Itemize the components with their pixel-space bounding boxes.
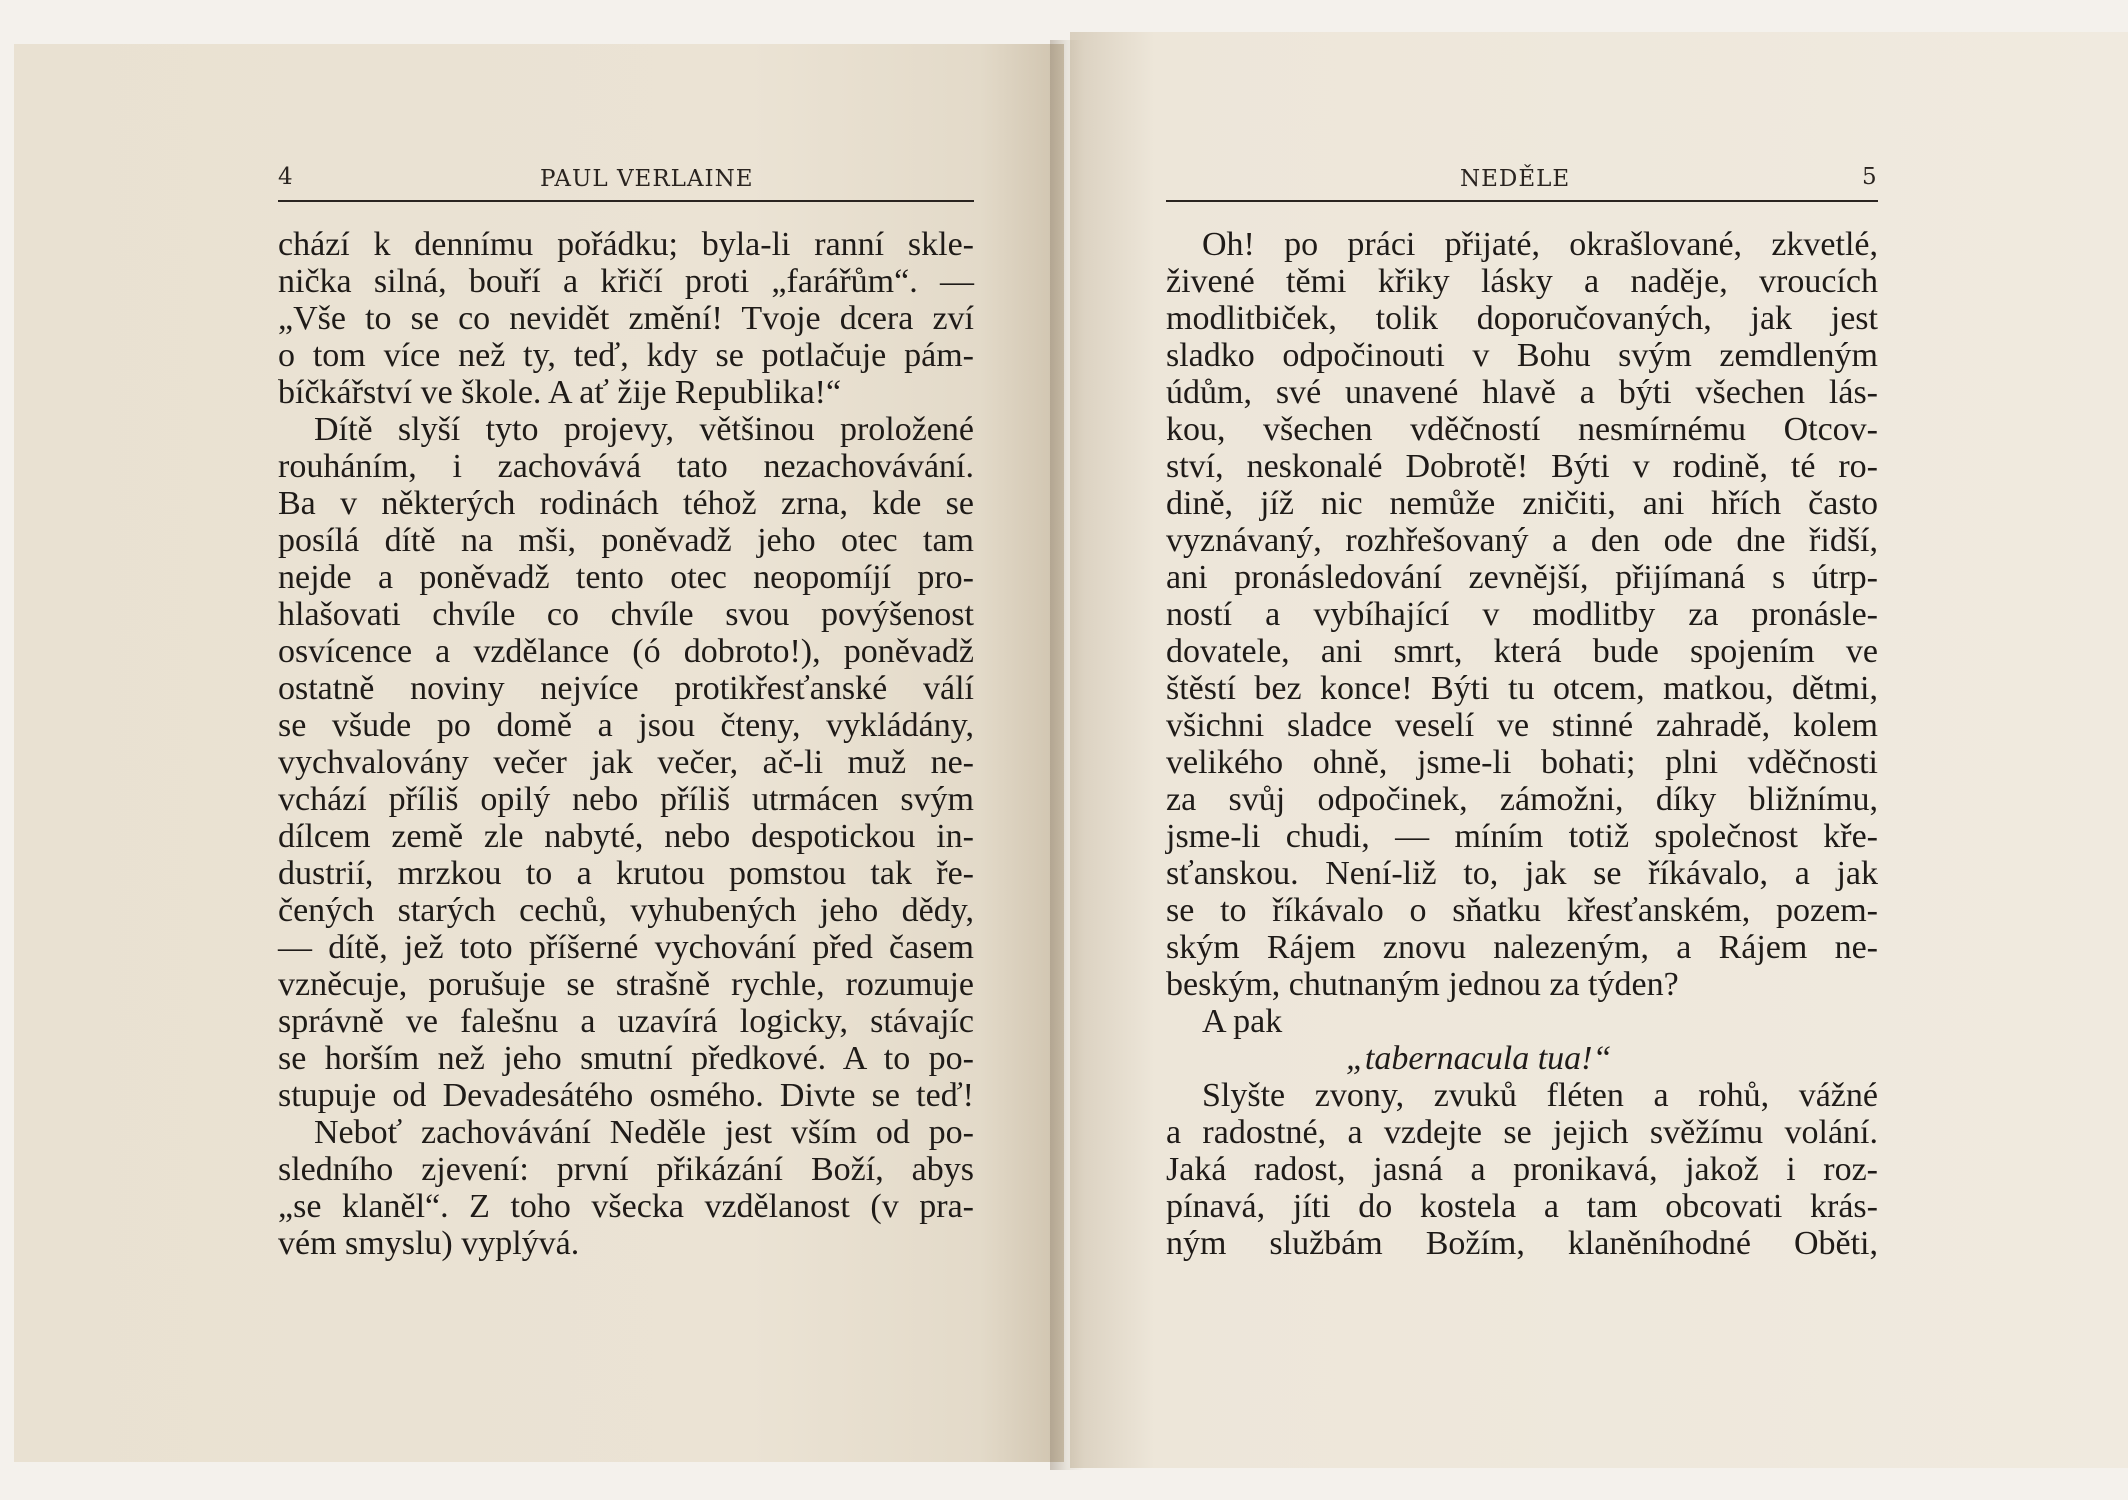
text-line: stupuje od Devadesátého osmého. Divte se teď! <box>278 1077 974 1114</box>
text-line: ství, neskonalé Dobrotě! Býti v rodině, té ro- <box>1166 448 1878 485</box>
text-line: nejde a poněvadž tento otec neopomíjí pro- <box>278 559 974 596</box>
text-line: rouháním, i zachovává tato nezachovávání. <box>278 448 974 485</box>
text-line: čených starých cechů, vyhubených jeho dědy, <box>278 892 974 929</box>
text-line: ským Rájem znovu nalezeným, a Rájem ne- <box>1166 929 1878 966</box>
text-line: chází k dennímu pořádku; byla-li ranní skle- <box>278 226 974 263</box>
text-line: hlašovati chvíle co chvíle svou povýšenost <box>278 596 974 633</box>
left-body-text <box>278 226 974 1262</box>
text-line: se horším než jeho smutní předkové. A to po- <box>278 1040 974 1077</box>
right-header-rule <box>1166 200 1878 202</box>
text-line: Ba v některých rodinách téhož zrna, kde se <box>278 485 974 522</box>
text-line: živené těmi křiky lásky a naděje, vroucích <box>1166 263 1878 300</box>
text-line: o tom více než ty, teď, kdy se potlačuje pám- <box>278 337 974 374</box>
text-line: správně ve falešnu a uzavírá logicky, stávajíc <box>278 1003 974 1040</box>
text-line: všichni sladce veselí ve stinné zahradě, kolem <box>1166 707 1878 744</box>
left-page-number: 4 <box>278 164 294 190</box>
text-line: nička silná, bouří a křičí proti „farářům“. — <box>278 263 974 300</box>
text-line: dině, jíž nic nemůže zničiti, ani hřích často <box>1166 485 1878 522</box>
text-line: se to říkávalo o sňatku křesťanském, pozem- <box>1166 892 1878 929</box>
text-line: velikého ohně, jsme-li bohati; plni vděčnosti <box>1166 744 1878 781</box>
text-line: se všude po domě a jsou čteny, vykládány, <box>278 707 974 744</box>
text-line: Dítě slyší tyto projevy, většinou proložené <box>314 411 974 448</box>
text-line: dovatele, ani smrt, která bude spojením ve <box>1166 633 1878 670</box>
text-line: vyznávaný, rozhřešovaný a den ode dne řidší, <box>1166 522 1878 559</box>
text-line: ani pronásledování zevnější, přijímaná s útrp- <box>1166 559 1878 596</box>
text-line: Oh! po práci přijaté, okrašlované, zkvetlé, <box>1202 226 1878 263</box>
right-running-head: NEDĚLE <box>1460 166 1571 192</box>
text-line: sladko odpočinouti v Bohu svým zemdleným <box>1166 337 1878 374</box>
text-line: vchází příliš opilý nebo příliš utrmácen svým <box>278 781 974 818</box>
text-line: — dítě, jež toto příšerné vychování před časem <box>278 929 974 966</box>
text-line: vychvalovány večer jak večer, ač-li muž ne- <box>278 744 974 781</box>
text-line: Jaká radost, jasná a pronikavá, jakož i roz- <box>1166 1151 1878 1188</box>
text-line-quote: „tabernacula tua!“ <box>1346 1040 1612 1077</box>
text-line: osvícence a vzdělance (ó dobroto!), poněvadž <box>278 633 974 670</box>
book-gutter <box>1050 40 1084 1470</box>
text-line: pínavá, jíti do kostela a tam obcovati krás- <box>1166 1188 1878 1225</box>
text-line: jsme-li chudi, — míním totiž společnost kře- <box>1166 818 1878 855</box>
text-line: ným službám Božím, klaněníhodné Oběti, <box>1166 1225 1878 1262</box>
text-line: štěstí bez konce! Býti tu otcem, matkou, dětmi, <box>1166 670 1878 707</box>
text-line: beským, chutnaným jednou za týden? <box>1166 966 1679 1003</box>
text-line: posílá dítě na mši, poněvadž jeho otec tam <box>278 522 974 559</box>
text-line: a radostné, a vzdejte se jejich svěžímu volání. <box>1166 1114 1878 1151</box>
text-line: A pak <box>1202 1003 1283 1040</box>
text-line: údům, své unavené hlavě a býti všechen lás- <box>1166 374 1878 411</box>
text-line: ností a vybíhající v modlitby za pronásle- <box>1166 596 1878 633</box>
left-running-head: PAUL VERLAINE <box>540 166 754 192</box>
text-line: Slyšte zvony, zvuků fléten a rohů, vážné <box>1202 1077 1878 1114</box>
text-line: vzněcuje, porušuje se strašně rychle, rozumuje <box>278 966 974 1003</box>
text-line: za svůj odpočinek, zámožni, díky bližnímu, <box>1166 781 1878 818</box>
text-line: „se klaněl“. Z toho všecka vzdělanost (v pra- <box>278 1188 974 1225</box>
text-line: sledního zjevení: první přikázání Boží, abys <box>278 1151 974 1188</box>
text-line: modlitbiček, tolik doporučovaných, jak jest <box>1166 300 1878 337</box>
text-line: vém smyslu) vyplývá. <box>278 1225 580 1262</box>
text-line: „Vše to se co nevidět změní! Tvoje dcera zví <box>278 300 974 337</box>
text-line: dustrií, mrzkou to a krutou pomstou tak ře- <box>278 855 974 892</box>
text-line: ostatně noviny nejvíce protikřesťanské válí <box>278 670 974 707</box>
text-line: kou, všechen vděčností nesmírnému Otcov- <box>1166 411 1878 448</box>
left-header-rule <box>278 200 974 202</box>
text-line: Neboť zachovávání Neděle jest vším od po- <box>314 1114 974 1151</box>
right-body-text <box>1166 226 1878 1262</box>
text-line: sťanskou. Není-liž to, jak se říkávalo, a jak <box>1166 855 1878 892</box>
right-page-number: 5 <box>1862 164 1878 190</box>
text-line: dílcem země zle nabyté, nebo despotickou in- <box>278 818 974 855</box>
text-line: bíčkářství ve škole. A ať žije Republika!“ <box>278 374 842 411</box>
